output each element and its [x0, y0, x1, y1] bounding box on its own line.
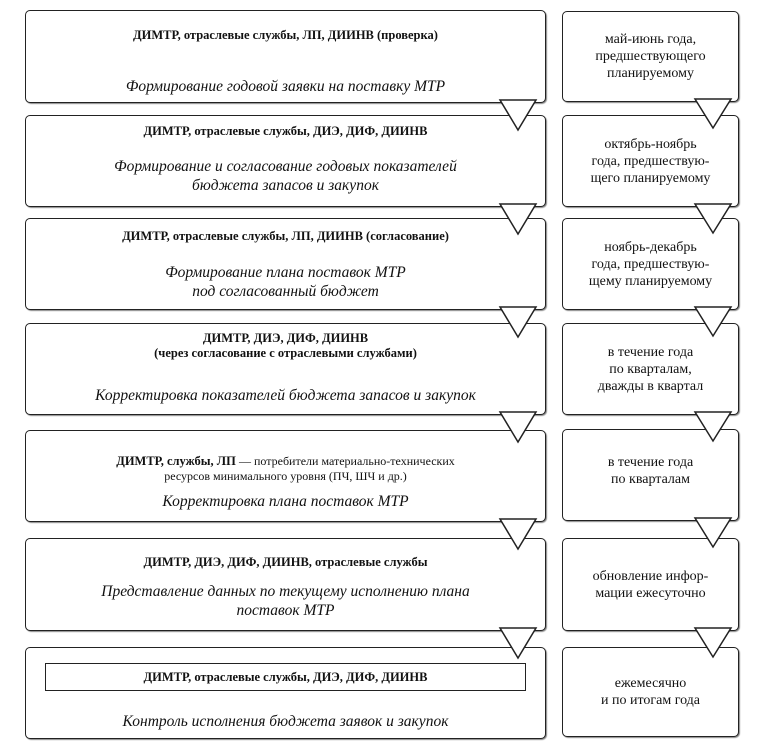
timing-box-5: [562, 429, 739, 521]
step-2-responsible: ДИМТР, отраслевые службы, ДИЭ, ДИФ, ДИИНВ: [143, 124, 428, 138]
timing-7-text: ежемесячно и по итогам года: [600, 676, 701, 708]
timing-box-6: [562, 538, 739, 631]
step-2-description: Формирование и согласование годовых показателей бюджета запасов и закупок: [114, 158, 457, 194]
step-7-description: Контроль исполнения бюджета заявок и закупок: [122, 713, 449, 730]
timing-box-7: [562, 647, 739, 737]
timing-box-2: [562, 115, 739, 207]
step-4-description: Корректировка показателей бюджета запасов и закупок: [95, 387, 476, 404]
step-6-description: Представление данных по текущему исполнению плана поставок МТР: [101, 583, 470, 619]
step-5-description: Корректировка плана поставок МТР: [162, 493, 409, 510]
timing-box-3: [562, 218, 739, 310]
step-4-responsible: ДИМТР, ДИЭ, ДИФ, ДИИНВ (через согласование с отраслевыми службами): [154, 331, 417, 360]
timing-box-1: [562, 11, 739, 102]
step-3-description: Формирование плана поставок МТР под согласованный бюджет: [165, 264, 406, 300]
timing-4-text: в течение года по кварталам, дважды в квартал: [597, 344, 704, 394]
step-1-responsible: ДИМТР, отраслевые службы, ЛП, ДИИНВ (проверка): [133, 28, 438, 42]
step-box-3: [25, 218, 546, 310]
timing-2-text: октябрь-ноябрь года, предшествую- щего планируемому: [590, 136, 711, 186]
step-6-responsible: ДИМТР, ДИЭ, ДИФ, ДИИНВ, отраслевые службы: [143, 555, 428, 569]
step-box-6: [25, 538, 546, 631]
step-5-responsible: ДИМТР, службы, ЛП — потребители материально-технических ресурсов минимального уровня (ПЧ, ШЧ и др.): [116, 454, 455, 483]
timing-1-text: май-июнь года, предшествующего планируемому: [595, 32, 706, 81]
step-box-2: [25, 115, 546, 207]
step-box-7: [25, 647, 546, 739]
step-box-1: [25, 10, 546, 103]
step-7-responsible: ДИМТР, отраслевые службы, ДИЭ, ДИФ, ДИИНВ: [45, 663, 526, 691]
timing-6-text: обновление инфор- мации ежесуточно: [592, 568, 709, 601]
timing-5-text: в течение года по кварталам: [607, 455, 694, 487]
step-1-description: Формирование годовой заявки на поставку МТР: [125, 78, 446, 95]
step-3-responsible: ДИМТР, отраслевые службы, ЛП, ДИИНВ (согласование): [122, 229, 449, 243]
step-box-5: [25, 430, 546, 522]
timing-3-text: ноябрь-декабрь года, предшествую- щему планируемому: [588, 239, 713, 289]
step-box-4: [25, 323, 546, 415]
timing-box-4: [562, 323, 739, 415]
